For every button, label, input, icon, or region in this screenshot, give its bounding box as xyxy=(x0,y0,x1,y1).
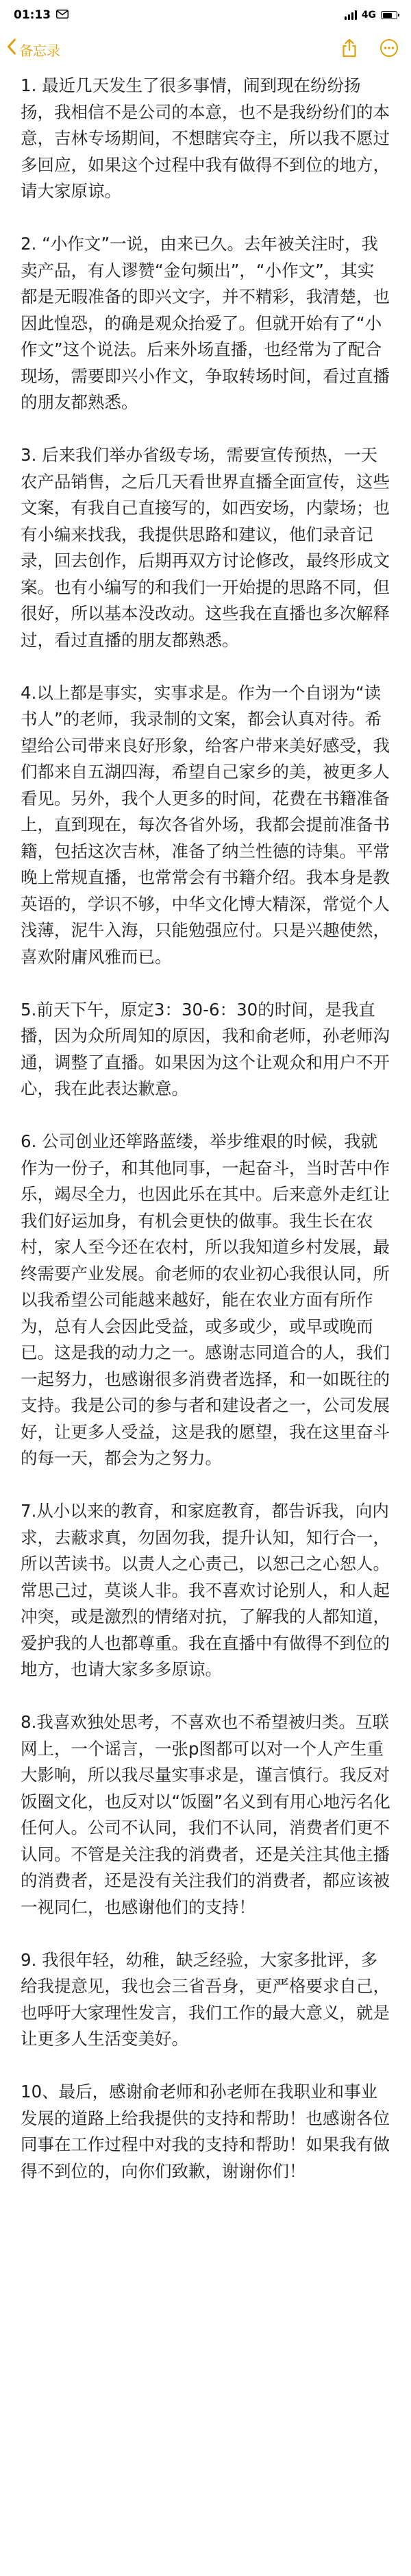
back-label: 备忘录 xyxy=(19,42,60,59)
note-paragraph: 5.前天下午，原定3：30-6：30的时间，是我直播，因为众所周知的原因，我和俞老师，孙老师沟通，调整了直播。如果因为这个让观众和用户不开心，我在此表达歉意。 xyxy=(21,999,390,1098)
nav-actions xyxy=(337,37,401,62)
status-right xyxy=(345,10,397,21)
note-paragraph: 6. 公司创业还筚路蓝缕，举步维艰的时候，我就作为一份子，和其他同事，一起奋斗，当时苦中作乐，竭尽全力，也因此乐在其中。后来意外走红让我们好运加身，有机会更快的做事。我生长在农村，家人至今还在农村，所以我知道乡村发展，最终需要产业发展。俞老师的农业初心我很认同，所以我希望公司能越来越好，能在农业方面有所作为，总有人会因此受益，或多或少，或早或晚而已。这是我的动力之一。感谢志同道合的人，我们一起努力，也感谢很多消费者选择，和一如既往的支持。我是公司的参与者和建设者之一，公司发展好，让更多人受益，这是我的愿望，我在这里奋斗的每一天，都会为之努力。 xyxy=(21,1131,390,1468)
more-circle-icon xyxy=(379,38,399,60)
status-bar xyxy=(0,0,411,30)
share-button[interactable] xyxy=(337,37,362,62)
nav-bar xyxy=(0,30,411,69)
clock: 01:13 xyxy=(14,8,51,22)
note-paragraph: 2. “小作文”一说，由来已久。去年被关注时，我卖产品，有人谬赞“金句频出”，“小作文”，其实都是无暇准备的即兴文字，并不精彩，我清楚，也因此惶恐，的确是观众抬爱了。但就开始有了“小作文”这个说法。后来外场直播，也经常为了配合现场，需要即兴小作文，争取转场时间，看过直播的朋友都熟悉。 xyxy=(21,234,390,412)
note-paragraph: 9. 我很年轻，幼稚，缺乏经验，大家多批评，多给我提意见，我也会三省吾身，更严格要求自己，也呼吁大家理性发言，我们工作的最大意义，就是让更多人生活变美好。 xyxy=(21,1949,390,2049)
note-paragraph: 7.从小以来的教育，和家庭教育，都告诉我，向内求，去蔽求真，勿固勿我，提升认知，知行合一，所以苦读书。以责人之心责己，以恕己之心恕人。常思己过，莫谈人非。我不喜欢讨论别人，和人起冲突，或是激烈的情绪对抗，了解我的人都知道，爱护我的人也都尊重。我在直播中有做得不到位的地方，也请大家多多原谅。 xyxy=(21,1501,390,1679)
battery-icon xyxy=(381,11,397,19)
note-paragraph: 4.以上都是事实，实事求是。作为一个自诩为“读书人”的老师，我录制的文案，都会认真对待。希望给公司带来良好形象，给客户带来美好感受，我们都来自五湖四海，希望自己家乡的美，被更多人看见。另外，我个人更多的时间，花费在书籍准备上，直到现在，每次各省外场，我都会提前准备书籍，包括这次吉林，准备了纳兰性德的诗集。平常晚上常规直播，也常常会有书籍介绍。我本身是教英语的，学识不够，中华文化博大精深，常觉个人浅薄，泥牛入海，只能勉强应付。只是兴趣使然，喜欢附庸风雅而已。 xyxy=(21,682,390,967)
cellular-signal-icon xyxy=(345,10,357,20)
message-icon xyxy=(56,8,68,22)
network-type: 4G xyxy=(361,10,376,21)
more-button[interactable] xyxy=(377,37,401,62)
status-left xyxy=(14,8,68,22)
note-paragraph: 10、最后，感谢俞老师和孙老师在我职业和事业发展的道路上给我提供的支持和帮助！也感谢各位同事在工作过程中对我的支持和帮助！如果我有做得不到位的，向你们致歉，谢谢你们！ xyxy=(21,2082,390,2181)
note-paragraph: 8.我喜欢独处思考，不喜欢也不希望被归类。互联网上，一个谣言，一张p图都可以对一个人产生重大影响，所以我尽量实事求是，谨言慎行。我反对饭圈文化，也反对以“饭圈”名义到有用心地污名化任何人。公司不认同，我们不认同，消费者们更不认同。不管是关注我的消费者，还是关注其他主播的消费者，还是没有关注我们的消费者，都应该被一视同仁，也感谢他们的支持！ xyxy=(21,1712,390,1917)
share-icon xyxy=(341,38,358,60)
note-body[interactable] xyxy=(0,69,411,2184)
note-paragraph: 3. 后来我们举办省级专场，需要宣传预热，一天农产品销售，之后几天看世界直播全面宣传，这些文案，有我自己直接写的，如西安场，内蒙场；也有小编来找我，我提供思路和建议，他们录音记录，回去创作，后期再双方讨论修改，最终形成文案。也有小编写的和我们一开始提的思路不同，但很好，所以基本没改动。这些我在直播也多次解释过，看过直播的朋友都熟悉。 xyxy=(21,445,390,650)
chevron-left-icon xyxy=(7,38,16,59)
back-button[interactable] xyxy=(7,40,60,60)
note-paragraph: 1. 最近几天发生了很多事情，闹到现在纷纷扬扬，我相信不是公司的本意，也不是我纷纷们的本意，吉林专场期间，不想瞎宾夺主，所以我不愿过多回应，如果这个过程中我有做得不到位的地方，请大家原谅。 xyxy=(21,75,390,201)
